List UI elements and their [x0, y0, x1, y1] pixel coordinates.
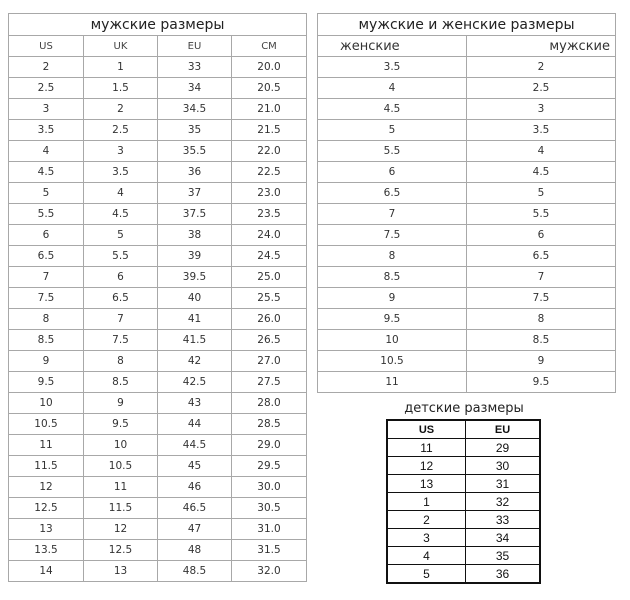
table-row	[9, 540, 307, 561]
table-row	[387, 439, 540, 457]
table-cell: 36	[466, 565, 541, 584]
table-cell: 11.5	[84, 498, 158, 519]
table-cell: 48	[158, 540, 232, 561]
column-header: CM	[232, 36, 307, 57]
table-cell: 9	[9, 351, 84, 372]
table-row	[9, 330, 307, 351]
table-cell: 35	[158, 120, 232, 141]
mens-womens-size-table	[317, 13, 616, 393]
table-cell: 31.0	[232, 519, 307, 540]
table-cell: 24.0	[232, 225, 307, 246]
table-row	[9, 183, 307, 204]
table-row	[387, 475, 540, 493]
table-cell: 5	[387, 565, 466, 584]
table-row	[9, 99, 307, 120]
table-row	[9, 498, 307, 519]
table-cell: 10	[9, 393, 84, 414]
table-cell: 12	[9, 477, 84, 498]
table-cell: 5	[9, 183, 84, 204]
table-cell: 33	[466, 511, 541, 529]
table-cell: 9	[467, 351, 616, 372]
table-cell: 13	[9, 519, 84, 540]
table-cell: 41.5	[158, 330, 232, 351]
table-cell: 23.0	[232, 183, 307, 204]
table-row	[9, 288, 307, 309]
table-cell: 4.5	[318, 99, 467, 120]
table-row	[318, 246, 616, 267]
table-cell: 29.5	[232, 456, 307, 477]
table-cell: 4	[318, 78, 467, 99]
table-cell: 46.5	[158, 498, 232, 519]
table-cell: 10.5	[84, 456, 158, 477]
table-cell: 5	[84, 225, 158, 246]
table-cell: 2.5	[84, 120, 158, 141]
table-cell: 7	[467, 267, 616, 288]
table-cell: 12.5	[84, 540, 158, 561]
table-cell: 5.5	[84, 246, 158, 267]
column-header: US	[9, 36, 84, 57]
table-cell: 11.5	[9, 456, 84, 477]
mens-womens-table-title: мужские и женские размеры	[318, 14, 616, 36]
table-cell: 29.0	[232, 435, 307, 456]
table-cell: 3	[84, 141, 158, 162]
table-cell: 2	[467, 57, 616, 78]
table-cell: 10.5	[9, 414, 84, 435]
table-cell: 6	[84, 267, 158, 288]
mens-womens-table-header	[318, 36, 616, 57]
table-cell: 21.5	[232, 120, 307, 141]
table-cell: 9.5	[9, 372, 84, 393]
table-row	[387, 457, 540, 475]
table-row	[9, 414, 307, 435]
table-cell: 26.5	[232, 330, 307, 351]
table-cell: 8	[84, 351, 158, 372]
table-cell: 25.0	[232, 267, 307, 288]
table-row	[9, 477, 307, 498]
table-row	[9, 162, 307, 183]
table-cell: 5	[467, 183, 616, 204]
table-cell: 12.5	[9, 498, 84, 519]
table-cell: 8.5	[9, 330, 84, 351]
table-cell: 27.5	[232, 372, 307, 393]
table-cell: 29	[466, 439, 541, 457]
table-cell: 46	[158, 477, 232, 498]
table-cell: 42.5	[158, 372, 232, 393]
kids-table-header	[387, 420, 540, 439]
table-cell: 6.5	[318, 183, 467, 204]
table-row	[9, 351, 307, 372]
table-cell: 3	[9, 99, 84, 120]
table-cell: 6	[318, 162, 467, 183]
table-cell: 2.5	[9, 78, 84, 99]
table-cell: 21.0	[232, 99, 307, 120]
table-cell: 3.5	[467, 120, 616, 141]
table-cell: 9.5	[84, 414, 158, 435]
table-row	[387, 511, 540, 529]
table-row	[9, 456, 307, 477]
table-cell: 3	[467, 99, 616, 120]
table-cell: 41	[158, 309, 232, 330]
table-cell: 34	[158, 78, 232, 99]
table-row	[318, 372, 616, 393]
table-cell: 35.5	[158, 141, 232, 162]
table-cell: 2	[387, 511, 466, 529]
table-cell: 30.5	[232, 498, 307, 519]
table-cell: 28.0	[232, 393, 307, 414]
mens-table-header	[9, 36, 307, 57]
table-cell: 13	[387, 475, 466, 493]
table-cell: 5.5	[318, 141, 467, 162]
table-cell: 25.5	[232, 288, 307, 309]
table-cell: 6.5	[467, 246, 616, 267]
table-cell: 1	[84, 57, 158, 78]
table-cell: 42	[158, 351, 232, 372]
table-cell: 4	[387, 547, 466, 565]
table-row	[318, 183, 616, 204]
table-cell: 7	[9, 267, 84, 288]
table-cell: 6	[467, 225, 616, 246]
table-row	[387, 565, 540, 584]
table-row	[9, 267, 307, 288]
table-cell: 32	[466, 493, 541, 511]
table-row	[387, 547, 540, 565]
table-cell: 3	[387, 529, 466, 547]
table-cell: 11	[84, 477, 158, 498]
table-row	[9, 57, 307, 78]
table-cell: 6.5	[9, 246, 84, 267]
table-cell: 8	[9, 309, 84, 330]
column-header: UK	[84, 36, 158, 57]
column-header: US	[387, 420, 466, 439]
table-cell: 45	[158, 456, 232, 477]
table-row	[318, 204, 616, 225]
table-row	[318, 288, 616, 309]
table-row	[9, 435, 307, 456]
table-cell: 34	[466, 529, 541, 547]
table-cell: 31	[466, 475, 541, 493]
table-cell: 8	[467, 309, 616, 330]
column-header: EU	[158, 36, 232, 57]
table-cell: 8.5	[467, 330, 616, 351]
table-cell: 48.5	[158, 561, 232, 582]
table-cell: 9	[318, 288, 467, 309]
table-cell: 20.5	[232, 78, 307, 99]
table-cell: 7.5	[84, 330, 158, 351]
table-row	[9, 141, 307, 162]
table-row	[318, 225, 616, 246]
table-cell: 2	[9, 57, 84, 78]
table-row	[318, 78, 616, 99]
table-cell: 1	[387, 493, 466, 511]
table-cell: 37	[158, 183, 232, 204]
table-cell: 47	[158, 519, 232, 540]
table-row	[9, 372, 307, 393]
table-cell: 3.5	[84, 162, 158, 183]
table-cell: 2	[84, 99, 158, 120]
table-cell: 39.5	[158, 267, 232, 288]
table-cell: 1.5	[84, 78, 158, 99]
table-cell: 20.0	[232, 57, 307, 78]
table-row	[318, 267, 616, 288]
table-cell: 10	[318, 330, 467, 351]
table-cell: 7	[84, 309, 158, 330]
table-cell: 4.5	[9, 162, 84, 183]
table-cell: 7	[318, 204, 467, 225]
table-cell: 4	[467, 141, 616, 162]
table-row	[9, 78, 307, 99]
column-header-womens: женские	[318, 36, 467, 57]
table-cell: 6.5	[84, 288, 158, 309]
table-row	[9, 393, 307, 414]
table-cell: 14	[9, 561, 84, 582]
table-cell: 33	[158, 57, 232, 78]
table-cell: 7.5	[467, 288, 616, 309]
table-cell: 23.5	[232, 204, 307, 225]
table-cell: 12	[387, 457, 466, 475]
table-cell: 4	[84, 183, 158, 204]
table-cell: 27.0	[232, 351, 307, 372]
column-header: EU	[466, 420, 541, 439]
table-cell: 22.5	[232, 162, 307, 183]
table-cell: 7.5	[318, 225, 467, 246]
table-cell: 3.5	[9, 120, 84, 141]
table-cell: 39	[158, 246, 232, 267]
table-cell: 26.0	[232, 309, 307, 330]
mens-table-title: мужские размеры	[9, 14, 307, 36]
table-row	[9, 309, 307, 330]
table-row	[318, 57, 616, 78]
table-cell: 5.5	[467, 204, 616, 225]
table-cell: 3.5	[318, 57, 467, 78]
table-row	[9, 519, 307, 540]
table-cell: 2.5	[467, 78, 616, 99]
table-row	[318, 162, 616, 183]
table-cell: 4	[9, 141, 84, 162]
table-row	[387, 493, 540, 511]
table-cell: 8.5	[84, 372, 158, 393]
table-row	[9, 246, 307, 267]
table-cell: 40	[158, 288, 232, 309]
table-cell: 7.5	[9, 288, 84, 309]
table-cell: 11	[9, 435, 84, 456]
table-cell: 13.5	[9, 540, 84, 561]
table-cell: 37.5	[158, 204, 232, 225]
table-cell: 44.5	[158, 435, 232, 456]
table-row	[9, 204, 307, 225]
table-cell: 32.0	[232, 561, 307, 582]
table-cell: 4.5	[84, 204, 158, 225]
table-row	[318, 99, 616, 120]
kids-size-table	[386, 419, 541, 584]
table-row	[9, 120, 307, 141]
table-row	[318, 141, 616, 162]
table-cell: 34.5	[158, 99, 232, 120]
table-cell: 11	[318, 372, 467, 393]
table-cell: 28.5	[232, 414, 307, 435]
table-cell: 30.0	[232, 477, 307, 498]
table-cell: 13	[84, 561, 158, 582]
table-cell: 31.5	[232, 540, 307, 561]
table-cell: 22.0	[232, 141, 307, 162]
table-cell: 30	[466, 457, 541, 475]
table-cell: 4.5	[467, 162, 616, 183]
table-cell: 24.5	[232, 246, 307, 267]
table-row	[318, 351, 616, 372]
column-header-mens: мужские	[467, 36, 616, 57]
table-cell: 36	[158, 162, 232, 183]
table-row	[318, 330, 616, 351]
table-cell: 9.5	[467, 372, 616, 393]
table-cell: 10.5	[318, 351, 467, 372]
table-row	[387, 529, 540, 547]
table-cell: 38	[158, 225, 232, 246]
table-cell: 5.5	[9, 204, 84, 225]
table-cell: 9.5	[318, 309, 467, 330]
table-cell: 43	[158, 393, 232, 414]
table-cell: 10	[84, 435, 158, 456]
kids-table-title: детские размеры	[404, 401, 524, 416]
table-row	[9, 561, 307, 582]
table-cell: 35	[466, 547, 541, 565]
table-row	[318, 309, 616, 330]
table-row	[9, 225, 307, 246]
table-cell: 11	[387, 439, 466, 457]
table-cell: 9	[84, 393, 158, 414]
table-cell: 8	[318, 246, 467, 267]
table-cell: 12	[84, 519, 158, 540]
table-cell: 44	[158, 414, 232, 435]
table-cell: 6	[9, 225, 84, 246]
table-row	[318, 120, 616, 141]
table-cell: 8.5	[318, 267, 467, 288]
mens-size-table	[8, 13, 307, 582]
table-cell: 5	[318, 120, 467, 141]
